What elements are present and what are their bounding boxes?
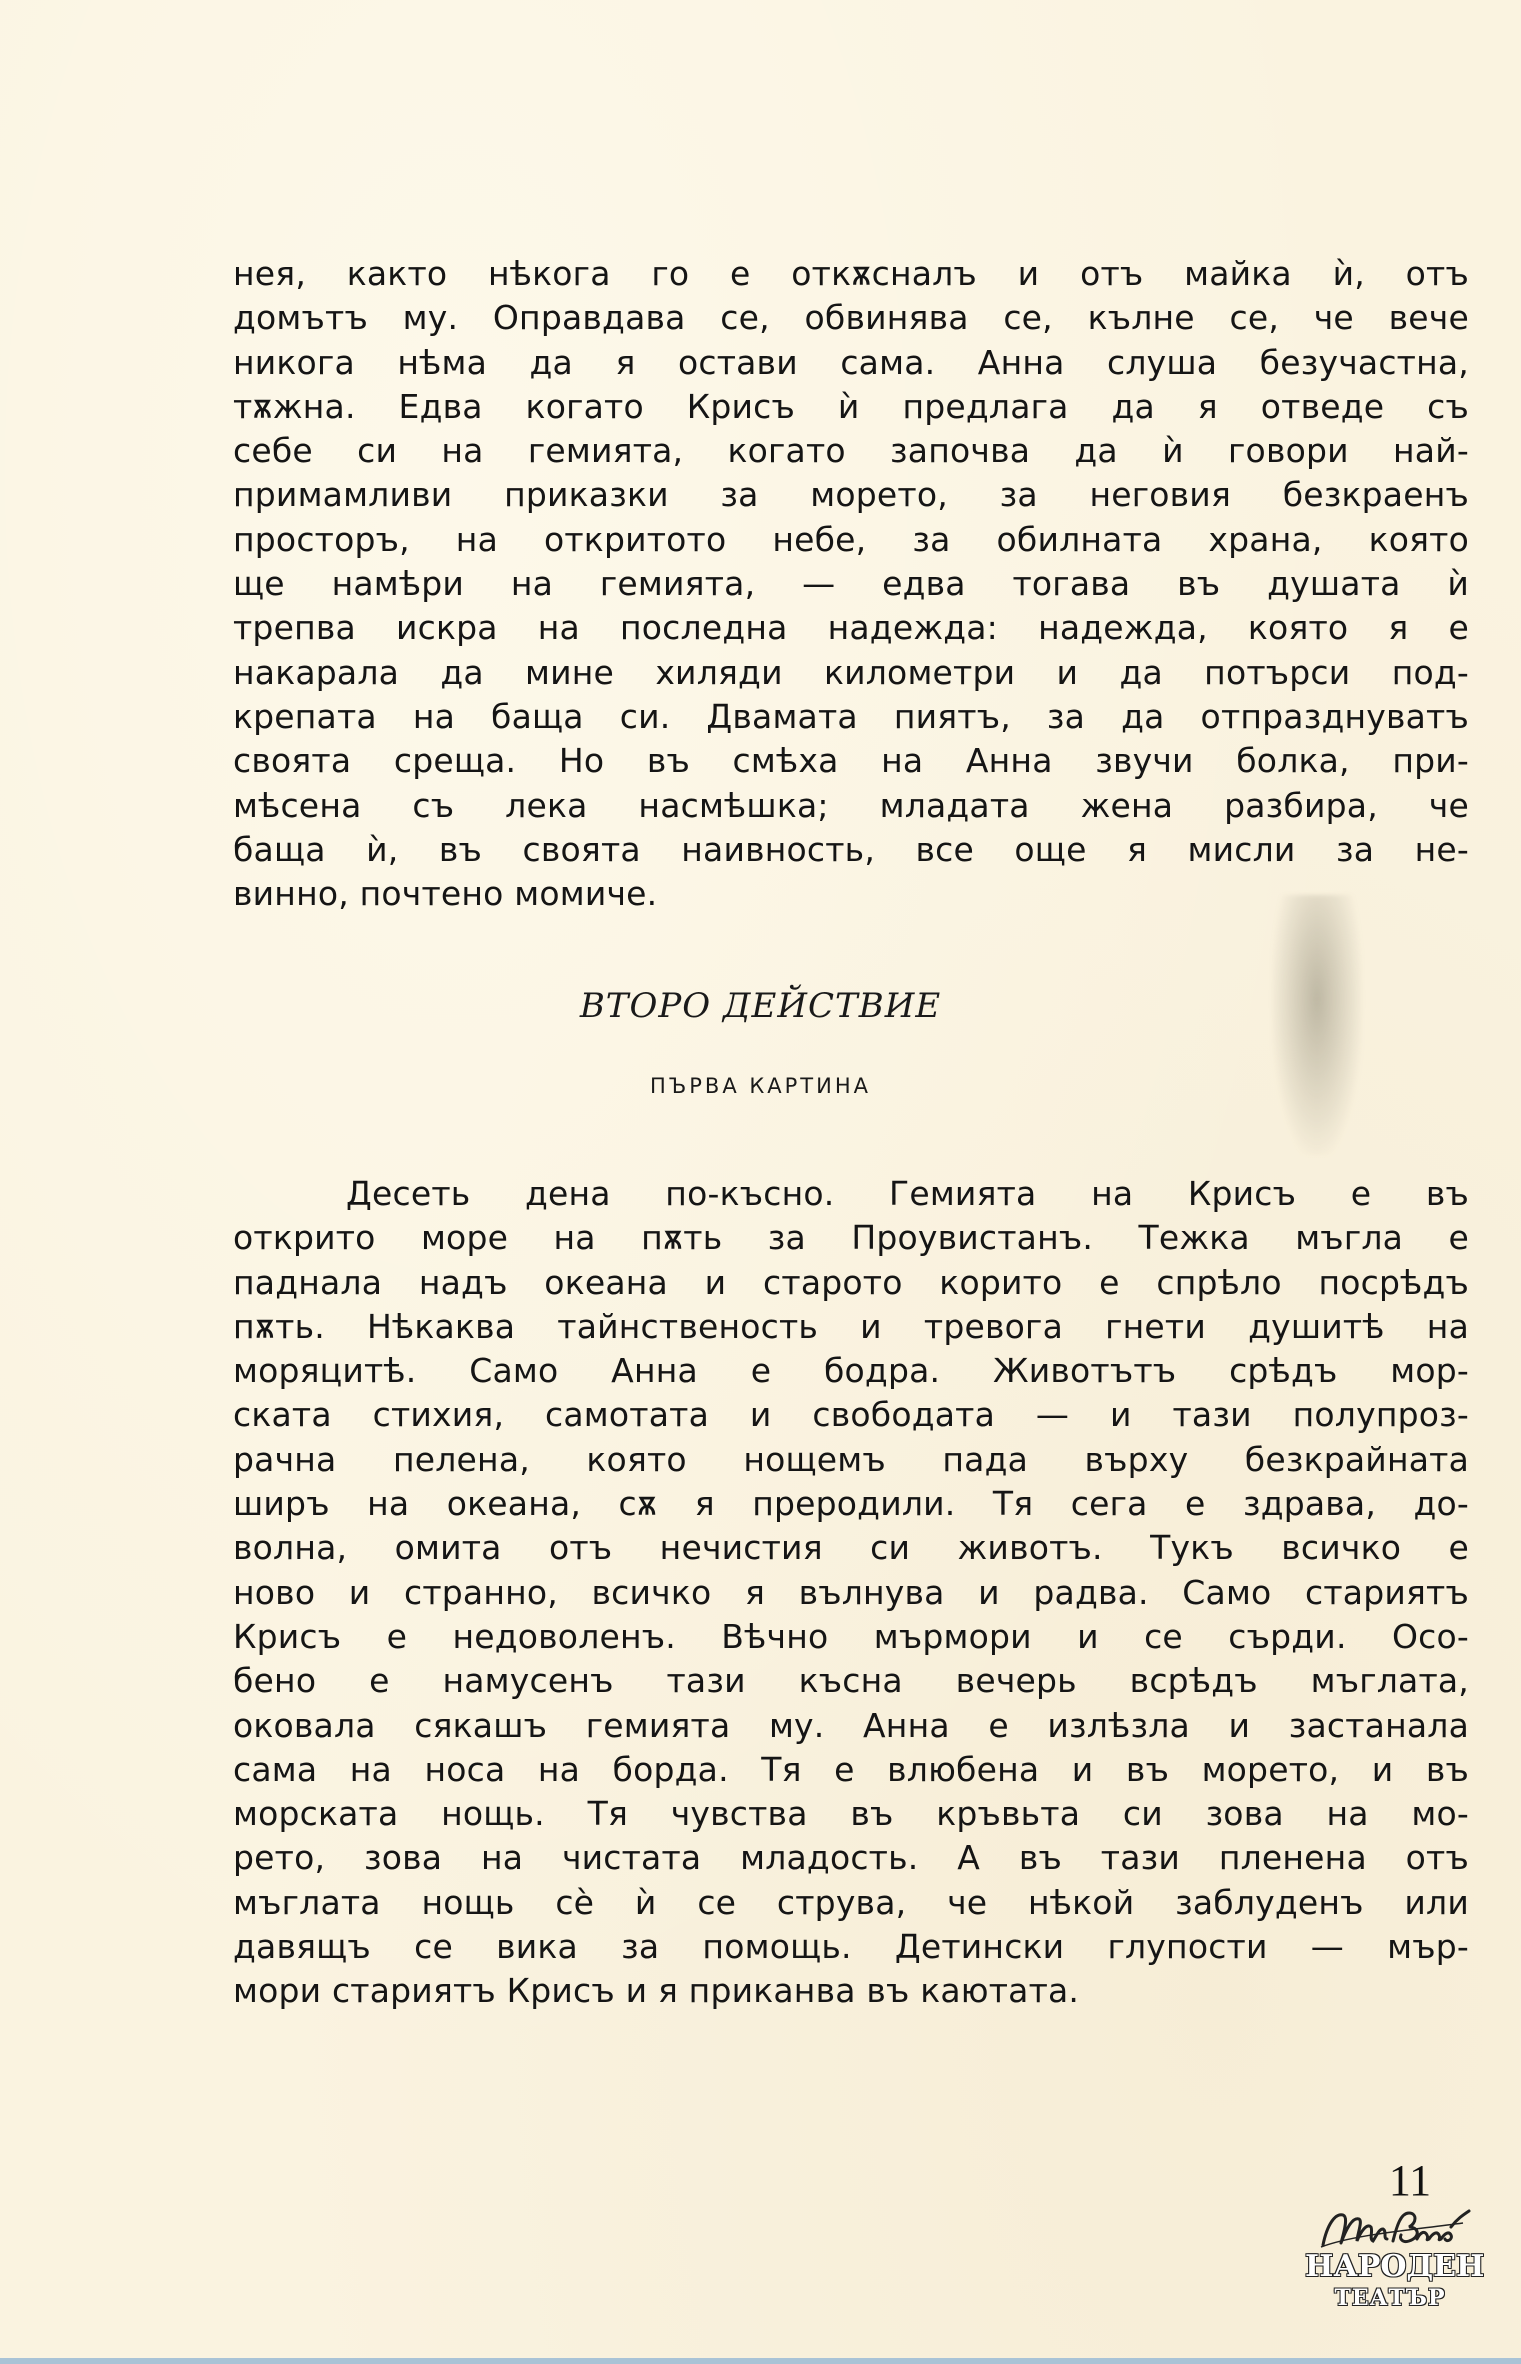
text-line: крепата на баща си. Двамата пиятъ, за да отпразднуватъ	[233, 696, 1469, 736]
text-line: сама на носа на борда. Тя е влюбена и въ морето, и въ	[233, 1749, 1469, 1789]
text-line: тѫжна. Едва когато Крисъ ѝ предлага да я отведе съ	[233, 386, 1469, 426]
paragraph-1	[233, 252, 1469, 916]
text-line: рето, зова на чистата младость. А въ тази пленена отъ	[233, 1838, 1469, 1878]
text-line: домътъ му. Оправдава се, обвинява се, кълне се, че вече	[233, 298, 1469, 338]
text-line: паднала надъ океана и старото корито е спрѣло посрѣдъ	[233, 1262, 1469, 1302]
text-line: трепва искра на последна надежда: надежда, която я е	[233, 608, 1469, 648]
page-number: 11	[1388, 2156, 1432, 2205]
text-line: рачна пелена, която нощемъ пада върху безкрайната	[233, 1439, 1469, 1479]
theatre-logo	[1305, 2205, 1485, 2325]
paragraph-2	[233, 1172, 1469, 2014]
text-line: морската нощь. Тя чувства въ кръвьта си зова на мо-	[233, 1794, 1469, 1834]
text-line: примамливи приказки за морето, за неговия безкраенъ	[233, 475, 1469, 515]
logo-text-narоden: НАРОДЕН	[1305, 2249, 1485, 2284]
signature-logo-icon	[1313, 2205, 1473, 2253]
scan-edge	[0, 2358, 1521, 2364]
text-line: пѫть. Нѣкаква тайнственость и тревога гнети душитѣ на	[233, 1306, 1469, 1346]
act-title: ВТОРО ДЕЙСТВИЕ	[579, 986, 942, 1026]
text-line: ще намѣри на гемията, — едва тогава въ душата ѝ	[233, 564, 1469, 604]
text-line: себе си на гемията, когато започва да ѝ говори най-	[233, 431, 1469, 471]
text-line: винно, почтено момиче.	[233, 874, 658, 914]
text-line: Крисъ е недоволенъ. Вѣчно мърмори и се сърди. Осо-	[233, 1616, 1469, 1656]
text-line: бено е намусенъ тази късна вечерь всрѣдъ мъглата,	[233, 1661, 1469, 1701]
text-line: баща ѝ, въ своята наивность, все още я мисли за не-	[233, 829, 1469, 869]
text-line: мъглата нощь сѐ ѝ се струва, че нѣкой заблуденъ или	[233, 1882, 1469, 1922]
scene-title: ПЪРВА КАРТИНА	[649, 1074, 872, 1098]
text-line: Десеть дена по-късно. Гемията на Крисъ е въ	[346, 1174, 1469, 1213]
text-line: просторъ, на откритото небе, за обилната храна, която	[233, 519, 1469, 559]
text-line: оковала сякашъ гемията му. Анна е излѣзла и застанала	[233, 1705, 1469, 1745]
text-line: накарала да мине хиляди километри и да потърси под-	[233, 652, 1469, 692]
text-line: своята среща. Но въ смѣха на Анна звучи болка, при-	[233, 741, 1469, 781]
text-line: нея, както нѣкога го е откѫсналъ и отъ майка ѝ, отъ	[233, 254, 1469, 293]
text-line: волна, омита отъ нечистия си животъ. Тукъ всичко е	[233, 1528, 1469, 1568]
text-line: ново и странно, всичко я вълнува и радва. Само стариятъ	[233, 1572, 1469, 1612]
text-line: ската стихия, самотата и свободата — и тази полупроз-	[233, 1395, 1469, 1435]
text-line: никога нѣма да я остави сама. Анна слуша безучастна,	[233, 342, 1469, 382]
logo-text-teatar: ТЕАТЪР	[1334, 2285, 1446, 2311]
text-line: мори стариятъ Крисъ и я приканва въ каютата.	[233, 1971, 1080, 2011]
text-line: моряцитѣ. Само Анна е бодра. Животътъ срѣдъ мор-	[233, 1351, 1469, 1391]
text-line: мѣсена съ лека насмѣшка; младата жена разбира, че	[233, 785, 1469, 825]
text-line: открито море на пѫть за Проувистанъ. Тежка мъгла е	[233, 1218, 1469, 1258]
text-line: давящъ се вика за помощь. Детински глупости — мър-	[233, 1927, 1469, 1967]
text-line: ширъ на океана, сѫ я преродили. Тя сега е здрава, до-	[233, 1484, 1469, 1524]
